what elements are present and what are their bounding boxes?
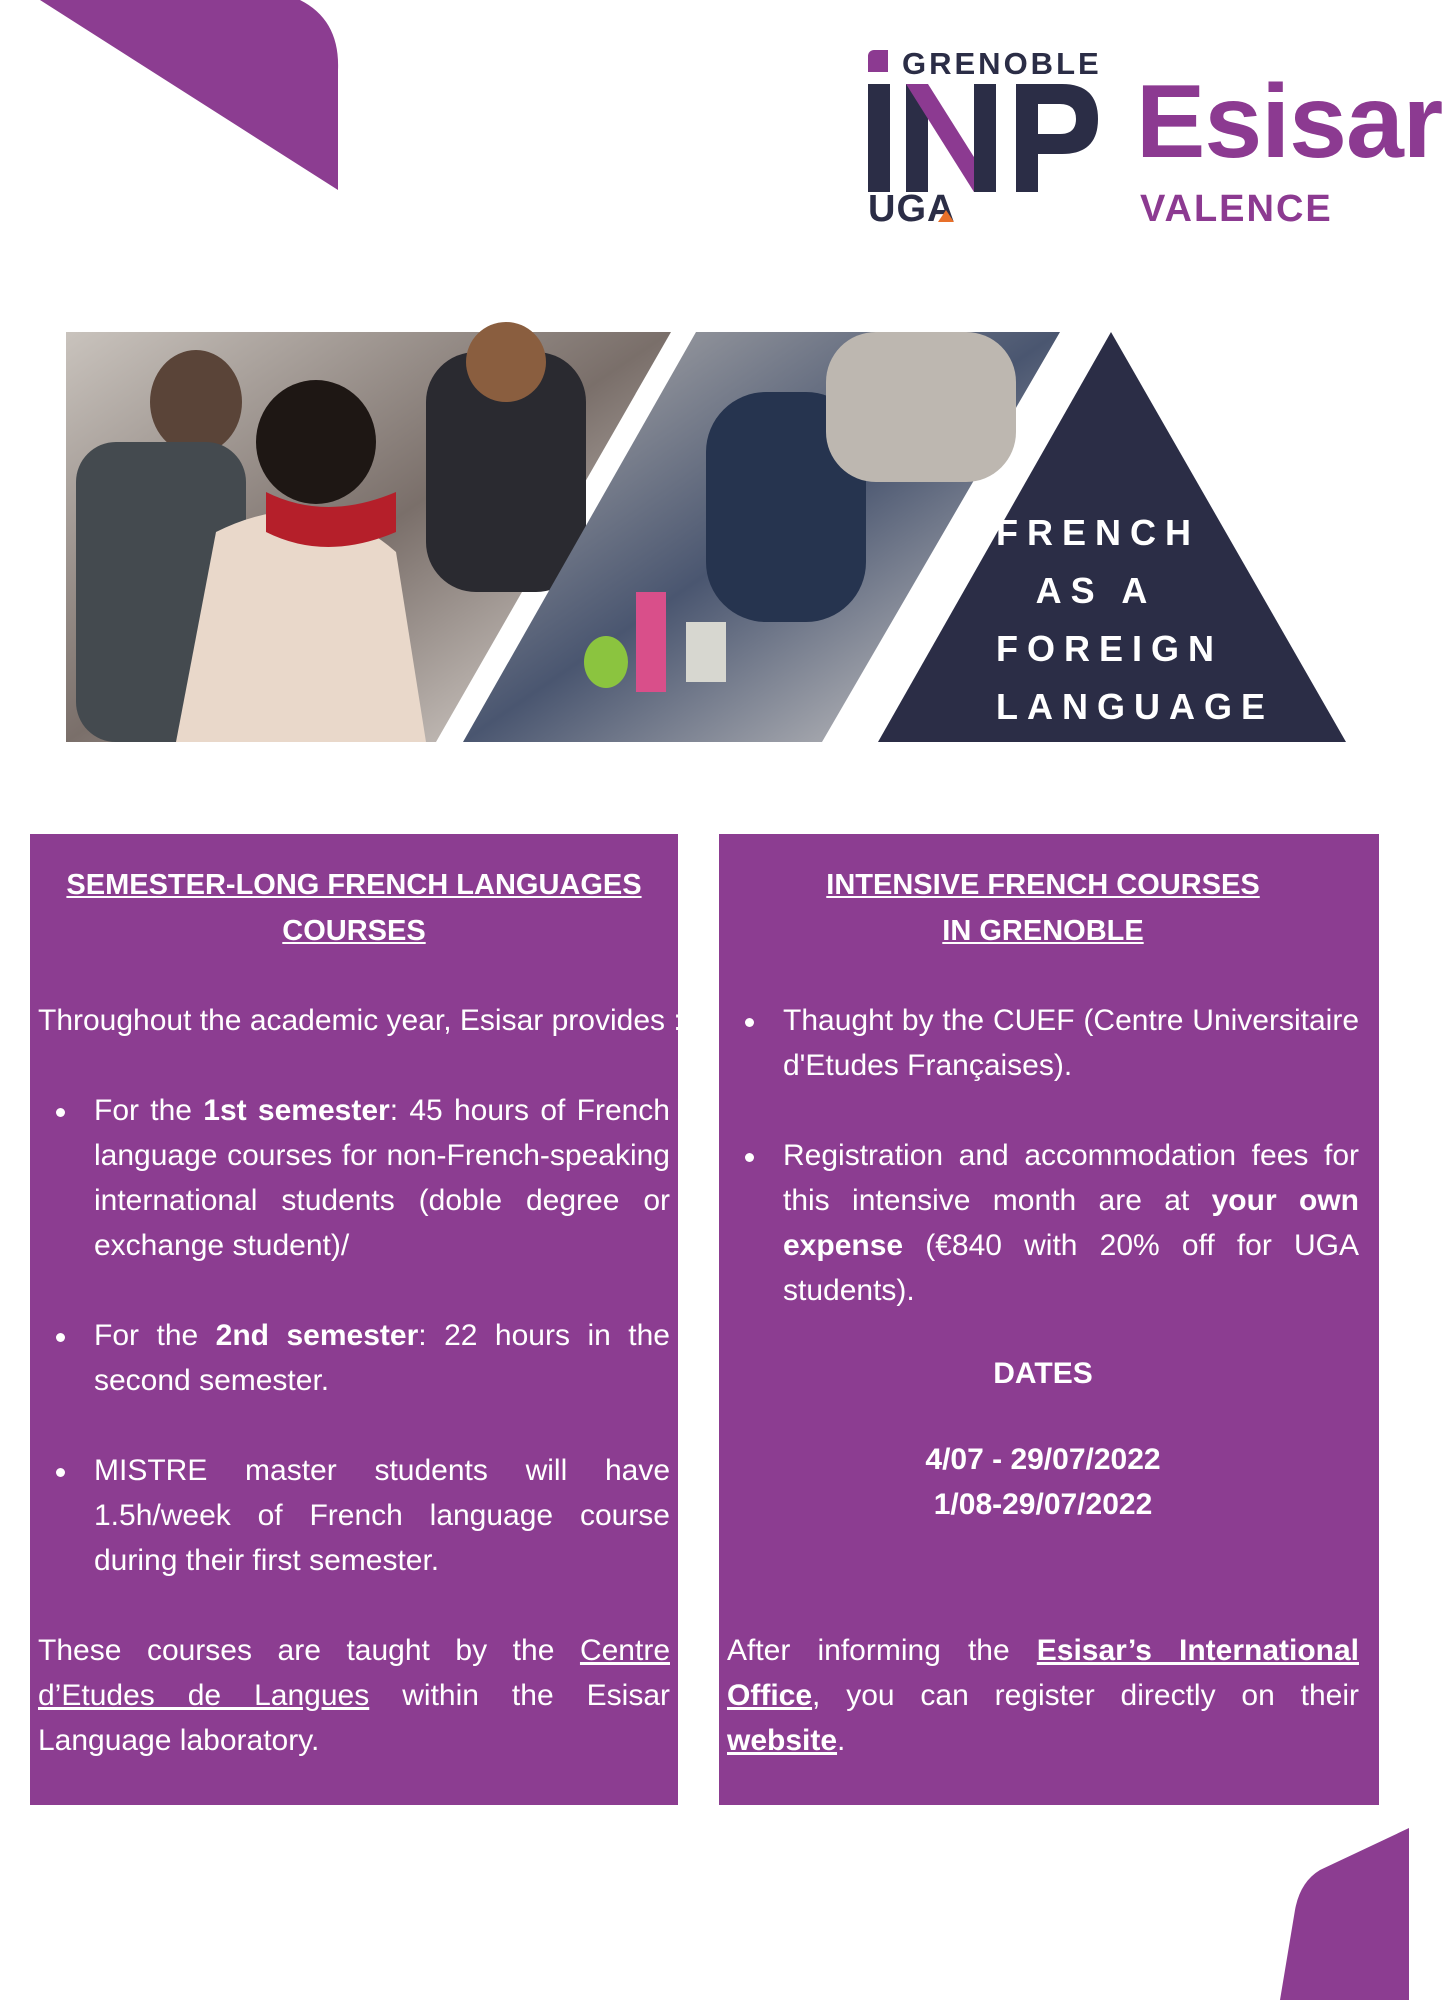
banner-title-line: LANGUAGE — [996, 686, 1274, 727]
emphasis: 2nd semester — [215, 1319, 419, 1352]
list-item: Thaught by the CUEF (Centre Universitaire d'Etudes Françaises). — [727, 998, 1359, 1088]
semester-list — [38, 1088, 670, 1583]
registration-info: After informing the Esisar’s International Office, you can register directly on their website. — [727, 1634, 1359, 1757]
top-left-decoration — [0, 0, 360, 200]
logo-valence-text: VALENCE — [1140, 188, 1333, 230]
logo-accent — [868, 50, 888, 72]
date-range: 4/07 - 29/07/2022 — [925, 1443, 1161, 1476]
logo-uga-triangle — [938, 210, 954, 222]
banner-title-line: AS A — [1035, 570, 1157, 611]
list-item: Registration and accommodation fees for this intensive month are at your own expense (€840 with 20% off for UGA students). — [727, 1133, 1359, 1313]
international-office-link[interactable]: Esisar’s International Office — [727, 1634, 1359, 1712]
banner-title-line: FRENCH — [996, 512, 1200, 553]
date-range: 1/08-29/07/2022 — [933, 1488, 1153, 1521]
title-line: SEMESTER-LONG FRENCH LANGUAGES — [66, 869, 642, 901]
centre-etudes-langues-link[interactable]: Centre d’Etudes de Langues — [38, 1634, 670, 1712]
dates-list — [727, 1437, 1359, 1527]
title-line: INTENSIVE FRENCH COURSES — [826, 869, 1260, 901]
title-line: IN GRENOBLE — [942, 915, 1144, 947]
emphasis: 1st semester — [203, 1094, 390, 1127]
banner-title-line: FOREIGN — [996, 628, 1224, 669]
grenoble-inp-esisar-logo — [858, 40, 1442, 240]
list-item: For the 2nd semester: 22 hours in the second semester. — [38, 1313, 670, 1403]
header-banner — [66, 332, 1346, 742]
semester-intro: Throughout the academic year, Esisar provides : — [38, 1004, 682, 1037]
logo-inp-mark — [866, 84, 1106, 194]
logo-esisar-text: Esisar — [1136, 64, 1442, 180]
list-item: MISTRE master students will have 1.5h/week of French language course during their first semester. — [38, 1448, 670, 1583]
website-link[interactable]: website — [727, 1724, 838, 1757]
logo-uga-text: UGA — [868, 188, 956, 230]
semester-courses-panel — [30, 834, 682, 1805]
intensive-courses-panel — [719, 834, 1379, 1805]
bottom-right-decoration — [1250, 1820, 1409, 2000]
intensive-list — [727, 998, 1359, 1313]
logo-grenoble-text: GRENOBLE — [902, 46, 1102, 81]
title-line: COURSES — [282, 915, 426, 947]
semester-outro: These courses are taught by the Centre d’Etudes de Langues within the Esisar Language laboratory. — [38, 1634, 670, 1757]
semester-courses-title — [38, 862, 670, 954]
intensive-courses-title — [727, 862, 1359, 954]
list-item: For the 1st semester: 45 hours of French language courses for non-French-speaking international students (doble degree or exchange student)/ — [38, 1088, 670, 1268]
banner-title — [996, 504, 1274, 736]
dates-heading: DATES — [993, 1357, 1093, 1390]
emphasis: your own expense — [783, 1184, 1359, 1262]
